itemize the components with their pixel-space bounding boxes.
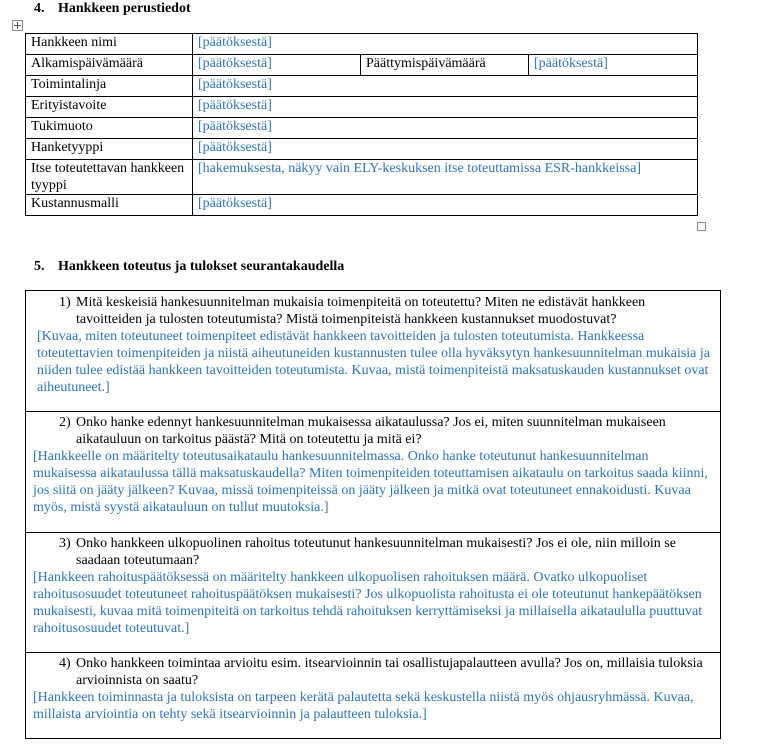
question-text: Onko hankkeen ulkopuolinen rahoitus toteutunut hankesuunnitelman mukaisesti? Jos ei ole, niin milloin se saadaan toteutumaan?: [76, 536, 676, 568]
question-box-3: [25, 532, 721, 652]
question-number: 1): [59, 295, 71, 310]
section-5-title: Hankkeen toteutus ja tulokset seurantakaudella: [58, 259, 345, 274]
row-label-aid-form: Tukimuoto: [26, 118, 193, 139]
section-4-title: Hankkeen perustiedot: [58, 1, 191, 16]
section-4-number: 4.: [34, 1, 45, 16]
question-text: Onko hanke edennyt hankesuunnitelman mukaisessa aikataulussa? Jos ei, miten suunnitelman mukaiseen aikatauluun on tarkoitus päästä? Mitä on toteutettu ja mitä ei?: [76, 415, 666, 447]
question-box-1: [25, 290, 721, 411]
question-number: 3): [59, 536, 71, 551]
basic-info-table: [25, 33, 698, 216]
table-move-handle-icon[interactable]: [12, 20, 23, 31]
question-number: 2): [59, 415, 71, 430]
row-label-end-date: Päättymispäivämäärä: [361, 55, 529, 76]
question-text: Onko hankkeen toimintaa arvioitu esim. itsearvioinnin tai osallistujapalautteen avulla? Jos on, millaisia tuloksia arvioinnista on saatu?: [76, 656, 703, 688]
row-label-cost-model: Kustannusmalli: [26, 195, 193, 216]
row-label-start-date: Alkamispäivämäärä: [26, 55, 193, 76]
table-row: [26, 160, 698, 195]
value-cost-model[interactable]: [päätöksestä]: [193, 195, 698, 216]
row-label-project-type: Hanketyyppi: [26, 139, 193, 160]
guidance-text-1[interactable]: [Kuvaa, miten toteutuneet toimenpiteet edistävät hankkeen tavoitteiden ja tulosten toteutumista. Hankkeessa toteutettavien toimenpiteiden ja niistä aiheutuneiden kustannusten tulee olla hyväksytyn hankesuunnitelman mukaisia ja niiden tulee edistää hankkeen tavoitteiden toteutumista. Kuvaa, mistä toimenpiteistä maksatuskauden kustannukset ovat aiheutuneet.]: [37, 329, 710, 395]
question-2: [26, 414, 720, 448]
section-4-heading: [34, 1, 191, 17]
guidance-text-4[interactable]: [Hankkeen toiminnasta ja tuloksista on tarpeen kerätä palautetta sekä keskustella niistä myös ohjausryhmässä. Kuvaa, millaista arviointia on tehty sekä itsearvioinnin ja palautteen tuloksia.]: [33, 690, 694, 722]
question-4: [26, 655, 720, 689]
value-specific-objective[interactable]: [päätöksestä]: [193, 97, 698, 118]
value-project-name[interactable]: [päätöksestä]: [193, 34, 698, 55]
question-text: Mitä keskeisiä hankesuunnitelman mukaisia toimenpiteitä on toteutettu? Miten ne edistävät hankkeen tavoitteiden ja tulosten toteutumista? Mistä toimenpiteistä hankkeen kustannukset muodostuvat?: [76, 295, 646, 327]
table-row: [26, 34, 698, 55]
guidance-text-2[interactable]: [Hankkeelle on määritelty toteutusaikataulu hankesuunnitelmassa. Onko hanke toteutunut hankesuunnitelman mukaisessa aikataulussa tällä maksatuskaudella? Miten toimenpiteiden toteuttamisen aikataulu on tarkoitus saada kiinni, jos siitä on jääty jälkeen? Kuvaa, missä toimenpiteissä on jääty jälkeen ja mitkä ovat toteutuneet ennakoidusti. Kuvaa myös, mistä syystä aikatauluun on tullut muutoksia.]: [33, 449, 708, 515]
value-start-date[interactable]: [päätöksestä]: [193, 55, 361, 76]
question-box-4: [25, 652, 721, 739]
value-self-implemented-type[interactable]: [hakemuksesta, näkyy vain ELY-keskuksen itse toteuttamissa ESR-hankkeissa]: [193, 160, 698, 195]
guidance-text-3[interactable]: [Hankkeen rahoituspäätöksessä on määritelty hankkeen ulkopuolisen rahoituksen määrä. Ovatko ulkopuoliset rahoitusosuudet toteutuneet rahoituspäätöksen mukaisesti? Jos ulkopuolista rahoitusta ei ole toteutunut hankepäätöksen mukaisesti, kuvaa mitä toimenpiteitä on tarkoitus tehdä rahoituksen kerryttämiseksi ja millaisella aikataululla puuttuvat rahoitusosuudet toteutuvat.]: [33, 570, 703, 636]
section-5-number: 5.: [34, 259, 45, 274]
question-box-2: [25, 411, 721, 532]
table-row: [26, 139, 698, 160]
table-row: [26, 76, 698, 97]
value-aid-form[interactable]: [päätöksestä]: [193, 118, 698, 139]
table-row: [26, 195, 698, 216]
row-label-priority-axis: Toimintalinja: [26, 76, 193, 97]
table-row: [26, 97, 698, 118]
table-row: [26, 118, 698, 139]
value-project-type[interactable]: [päätöksestä]: [193, 139, 698, 160]
question-3: [26, 535, 720, 569]
value-end-date[interactable]: [päätöksestä]: [529, 55, 698, 76]
table-resize-handle-icon[interactable]: [697, 222, 706, 231]
question-number: 4): [59, 656, 71, 671]
table-row: [26, 55, 698, 76]
value-priority-axis[interactable]: [päätöksestä]: [193, 76, 698, 97]
row-label-project-name: Hankkeen nimi: [26, 34, 193, 55]
row-label-self-implemented-type: Itse toteutettavan hankkeen tyyppi: [26, 160, 193, 195]
section-5-heading: [34, 259, 344, 275]
row-label-specific-objective: Erityistavoite: [26, 97, 193, 118]
question-1: [26, 294, 720, 328]
